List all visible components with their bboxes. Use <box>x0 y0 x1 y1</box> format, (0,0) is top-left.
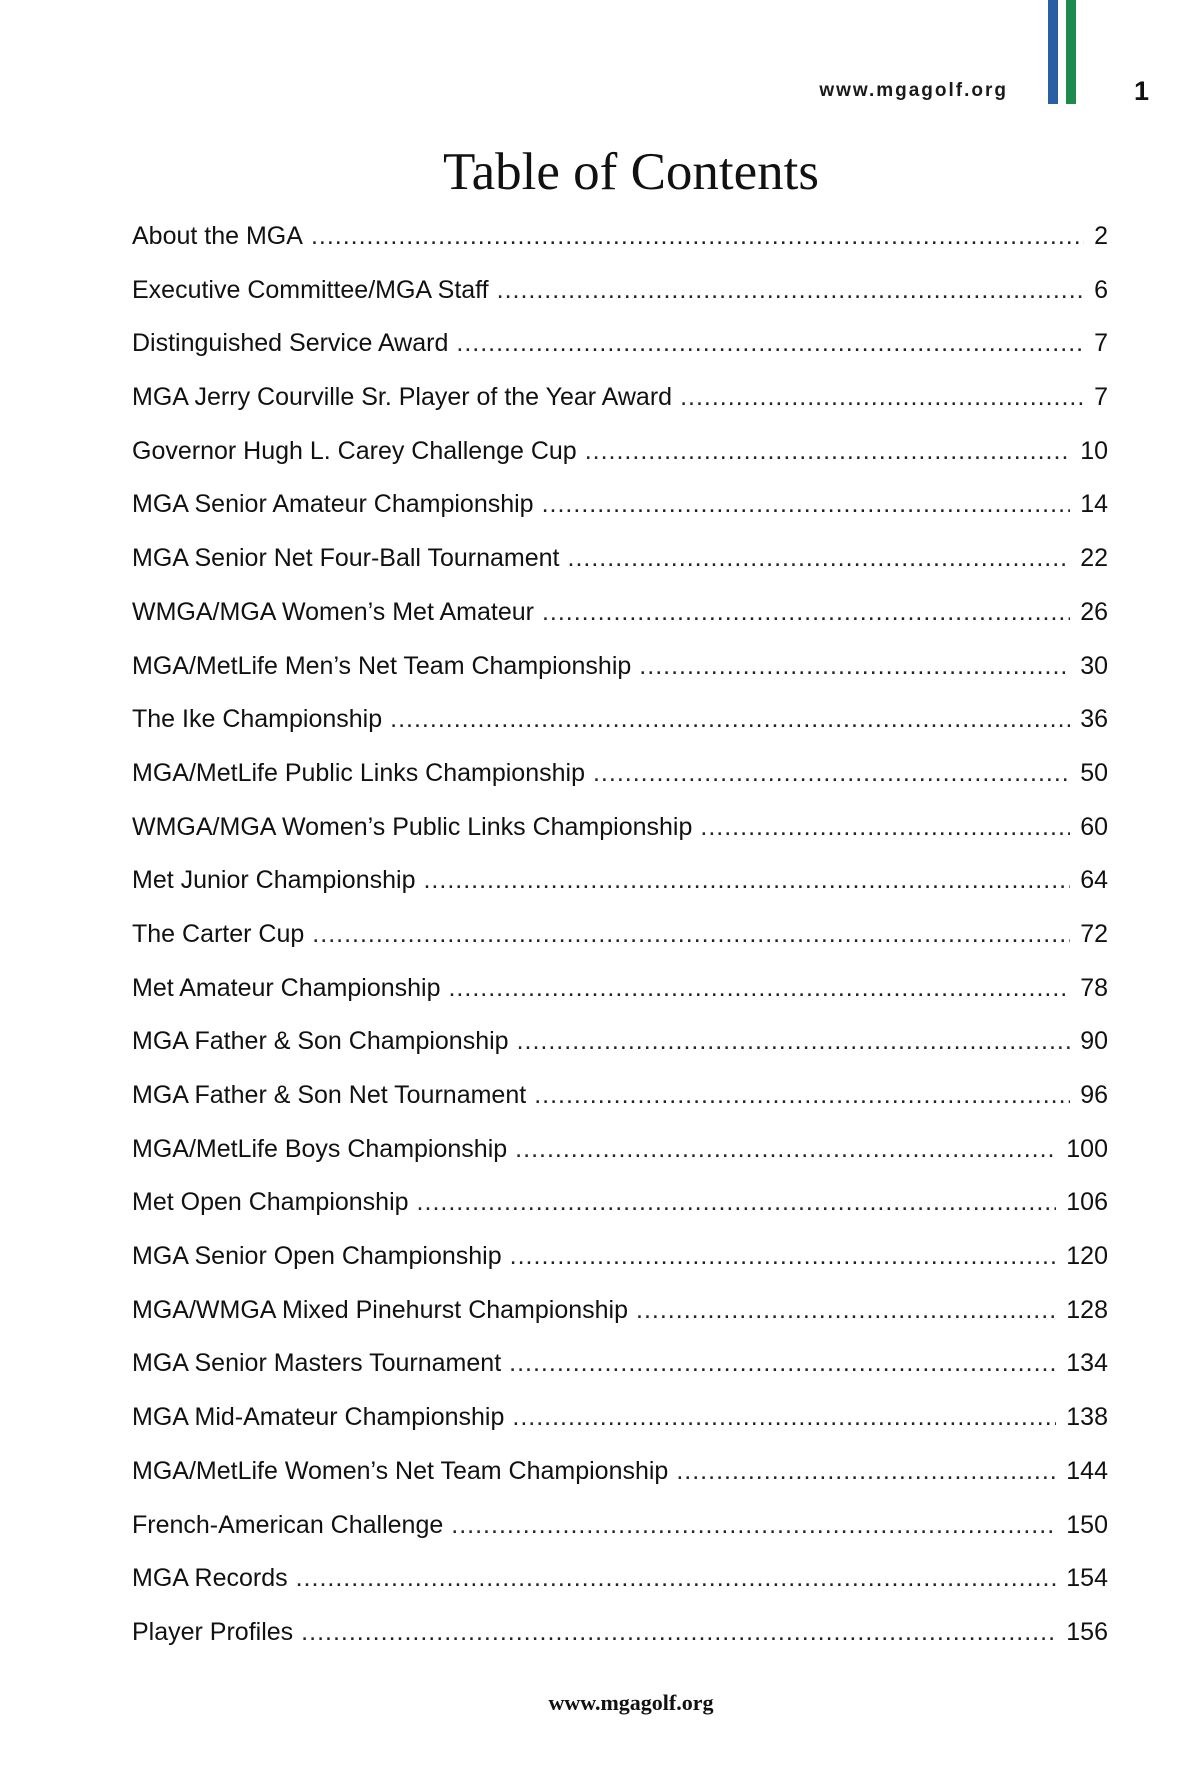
toc-dot-leader <box>639 652 1070 681</box>
toc-entry[interactable] <box>132 544 1108 598</box>
toc-dot-leader <box>497 276 1084 305</box>
toc-dot-leader <box>512 1403 1056 1432</box>
toc-entry[interactable] <box>132 1349 1108 1403</box>
toc-entry-title: Met Junior Championship <box>132 866 416 895</box>
toc-entry[interactable] <box>132 490 1108 544</box>
toc-entry[interactable] <box>132 866 1108 920</box>
toc-entry-page: 138 <box>1066 1403 1108 1432</box>
toc-entry-page: 128 <box>1066 1295 1108 1324</box>
toc-entry-title: French-American Challenge <box>132 1510 444 1539</box>
toc-entry-title: The Carter Cup <box>132 919 305 948</box>
toc-dot-leader <box>515 1135 1056 1164</box>
toc-dot-leader <box>312 920 1070 949</box>
toc-dot-leader <box>301 1618 1056 1647</box>
brand-bars-logo <box>1048 0 1078 104</box>
toc-dot-leader <box>568 544 1071 573</box>
toc-entry-page: 78 <box>1080 973 1108 1002</box>
toc-entry-title: MGA/WMGA Mixed Pinehurst Championship <box>132 1295 629 1324</box>
toc-entry-page: 2 <box>1094 222 1108 250</box>
toc-entry[interactable] <box>132 1081 1108 1135</box>
toc-entry[interactable] <box>132 329 1108 383</box>
toc-dot-leader <box>542 490 1071 519</box>
toc-dot-leader <box>296 1564 1057 1593</box>
toc-dot-leader <box>423 866 1070 895</box>
toc-entry-title: MGA Father & Son Net Tournament <box>132 1081 527 1109</box>
toc-entry-title: Executive Committee/MGA Staff <box>132 275 489 304</box>
toc-entry-title: MGA/MetLife Men’s Net Team Championship <box>132 651 632 680</box>
toc-entry-title: MGA Records <box>132 1564 288 1593</box>
toc-entry-page: 106 <box>1066 1188 1108 1217</box>
toc-entry-title: MGA/MetLife Women’s Net Team Championship <box>132 1456 669 1485</box>
toc-dot-leader <box>680 383 1084 412</box>
toc-entry-title: Met Amateur Championship <box>132 973 441 1002</box>
toc-entry[interactable] <box>132 813 1108 867</box>
toc-entry-title: Distinguished Service Award <box>132 329 449 358</box>
toc-entry-page: 6 <box>1094 275 1108 304</box>
toc-entry-page: 150 <box>1066 1510 1108 1539</box>
toc-dot-leader <box>448 974 1070 1003</box>
toc-entry-page: 7 <box>1094 329 1108 358</box>
toc-entry-page: 96 <box>1080 1081 1108 1109</box>
toc-entry[interactable] <box>132 383 1108 437</box>
toc-entry-page: 50 <box>1080 758 1108 787</box>
toc-entry-page: 26 <box>1080 597 1108 626</box>
toc-dot-leader <box>311 222 1084 251</box>
toc-entry-page: 134 <box>1066 1349 1108 1378</box>
header-url[interactable]: www.mgagolf.org <box>819 80 1008 101</box>
toc-entry[interactable] <box>132 437 1108 491</box>
toc-entry[interactable] <box>132 598 1108 652</box>
toc-dot-leader <box>451 1511 1056 1540</box>
toc-entry-page: 14 <box>1080 490 1108 519</box>
toc-entry-title: MGA Mid-Amateur Championship <box>132 1403 505 1432</box>
toc-entry-page: 64 <box>1080 866 1108 895</box>
toc-entry-page: 154 <box>1066 1564 1108 1593</box>
toc-entry-page: 60 <box>1080 812 1108 841</box>
toc-entry-title: MGA Jerry Courville Sr. Player of the Year Award <box>132 383 673 412</box>
toc-entry[interactable] <box>132 1403 1108 1457</box>
toc-entry[interactable] <box>132 652 1108 706</box>
toc-entry[interactable] <box>132 1135 1108 1189</box>
toc-entry-title: MGA/MetLife Public Links Championship <box>132 758 585 787</box>
toc-entry-title: MGA Father & Son Championship <box>132 1027 509 1056</box>
footer-url[interactable]: www.mgagolf.org <box>548 1690 714 1715</box>
toc-dot-leader <box>510 1242 1057 1271</box>
page-number: 1 <box>1134 76 1150 106</box>
toc-entry[interactable] <box>132 1457 1108 1511</box>
toc-entry-title: The Ike Championship <box>132 705 383 734</box>
toc-entry[interactable] <box>132 276 1108 330</box>
toc-entry-page: 156 <box>1066 1617 1108 1646</box>
toc-dot-leader <box>676 1457 1056 1486</box>
toc-entry-page: 144 <box>1066 1456 1108 1485</box>
toc-entry-title: Player Profiles <box>132 1617 294 1646</box>
toc-entry[interactable] <box>132 1242 1108 1296</box>
toc-dot-leader <box>585 437 1070 466</box>
toc-entry-page: 120 <box>1066 1242 1108 1271</box>
toc-entry-title: MGA Senior Masters Tournament <box>132 1349 502 1378</box>
toc-entry-title: MGA Senior Amateur Championship <box>132 490 534 519</box>
toc-entry-page: 7 <box>1094 383 1108 412</box>
toc-entry-title: WMGA/MGA Women’s Public Links Championship <box>132 812 693 841</box>
page-header <box>0 0 1200 120</box>
toc-entry-page: 30 <box>1080 651 1108 680</box>
toc-entry-page: 10 <box>1080 436 1108 465</box>
toc-entry-title: MGA/MetLife Boys Championship <box>132 1134 508 1163</box>
toc-dot-leader <box>542 598 1070 627</box>
brand-bar-blue <box>1048 0 1058 104</box>
toc-entry-page: 90 <box>1080 1027 1108 1056</box>
toc-entry-page: 72 <box>1080 919 1108 948</box>
toc-dot-leader <box>509 1349 1056 1378</box>
toc-dot-leader <box>517 1027 1071 1056</box>
toc-entry[interactable] <box>132 705 1108 759</box>
toc-entry-page: 100 <box>1066 1134 1108 1163</box>
toc-entry-title: Met Open Championship <box>132 1188 409 1217</box>
toc-dot-leader <box>700 813 1070 842</box>
toc-entry[interactable] <box>132 974 1108 1028</box>
brand-bar-green <box>1066 0 1076 104</box>
toc-entry[interactable] <box>132 1511 1108 1565</box>
toc-entry-title: WMGA/MGA Women’s Met Amateur <box>132 597 534 626</box>
toc-entry[interactable] <box>132 1296 1108 1350</box>
toc-entry[interactable] <box>132 759 1108 813</box>
toc-entry[interactable] <box>132 222 1108 276</box>
toc-entry-title: Governor Hugh L. Carey Challenge Cup <box>132 436 577 465</box>
toc-entry[interactable] <box>132 1618 1108 1672</box>
toc-dot-leader <box>534 1081 1070 1110</box>
toc-entry-page: 22 <box>1080 544 1108 573</box>
toc-entry-title: About the MGA <box>132 222 303 250</box>
toc-dot-leader <box>390 705 1070 734</box>
page-title: Table of Contents <box>442 143 820 201</box>
toc-entry[interactable] <box>132 920 1108 974</box>
toc-dot-leader <box>456 329 1084 358</box>
toc-entry-title: MGA Senior Open Championship <box>132 1242 502 1271</box>
toc-entry[interactable] <box>132 1564 1108 1618</box>
toc-dot-leader <box>636 1296 1056 1325</box>
toc-dot-leader <box>593 759 1070 788</box>
table-of-contents <box>132 222 1108 1672</box>
toc-entry-title: MGA Senior Net Four-Ball Tournament <box>132 544 560 573</box>
toc-entry[interactable] <box>132 1027 1108 1081</box>
toc-entry-page: 36 <box>1080 705 1108 734</box>
toc-dot-leader <box>417 1188 1057 1217</box>
toc-entry[interactable] <box>132 1188 1108 1242</box>
